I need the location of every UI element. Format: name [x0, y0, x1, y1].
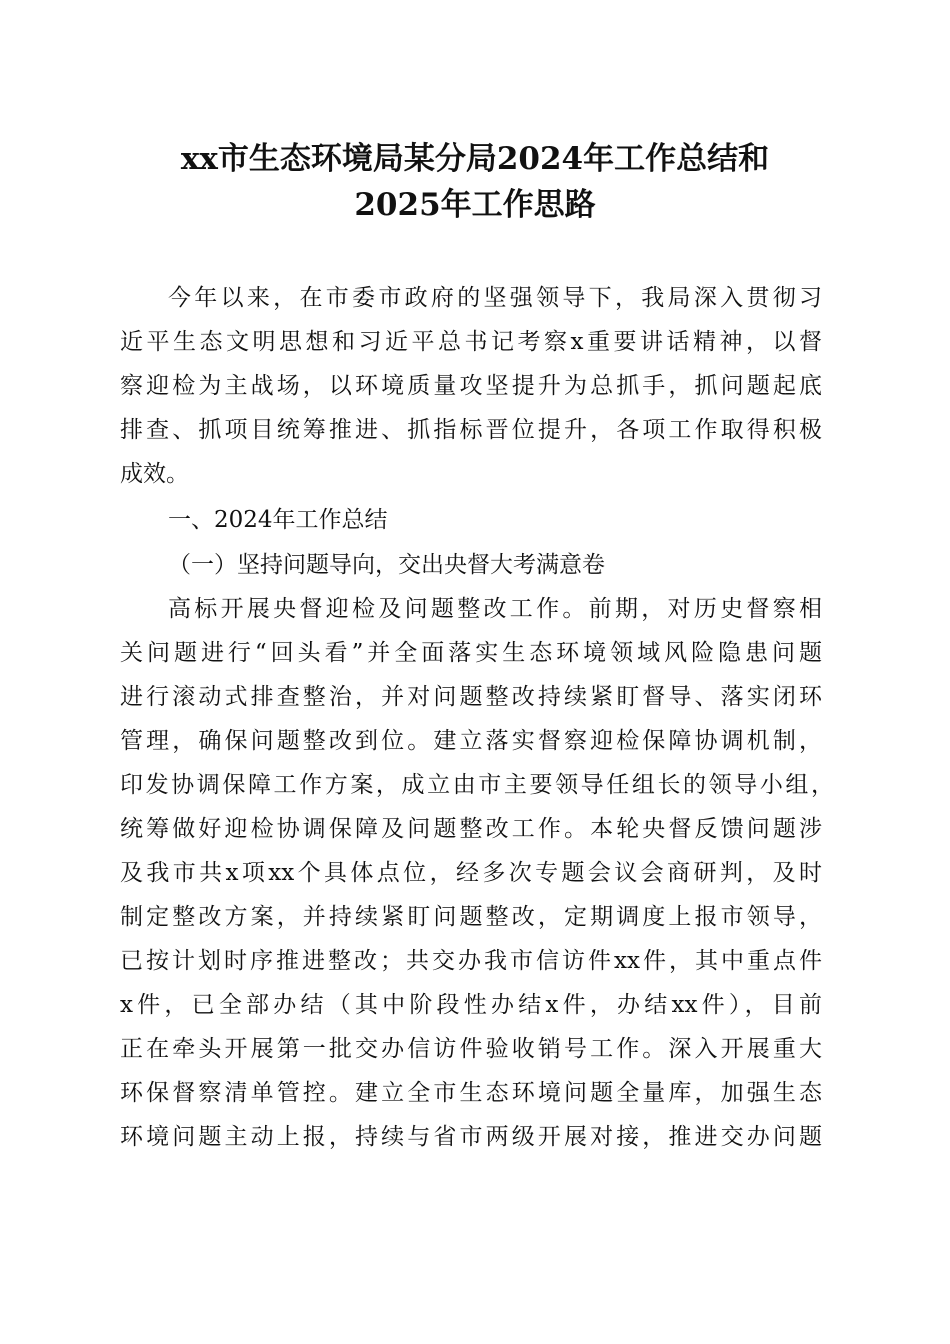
body-paragraph: [120, 587, 834, 1159]
text-line: 今年以来，在市委市政府的坚强领导下，我局深入贯彻习: [168, 285, 822, 311]
document-title-line-2: 2025年工作思路: [354, 187, 596, 223]
text-line: x件，已全部办结（其中阶段性办结x件，办结xx件），目前: [120, 992, 822, 1018]
text-line: 制定整改方案，并持续紧盯问题整改，定期调度上报市领导，: [120, 904, 822, 930]
document-title-line-1: xx市生态环境局某分局2024年工作总结和: [180, 141, 770, 177]
text-line: 印发协调保障工作方案，成立由市主要领导任组长的领导小组，: [120, 772, 834, 798]
text-line: 及我市共x项xx个具体点位，经多次专题会议会商研判，及时: [120, 860, 822, 886]
text-line: 环保督察清单管控。建立全市生态环境问题全量库，加强生态: [120, 1080, 822, 1106]
text-line: 关问题进行“回头看”并全面落实生态环境领域风险隐患问题: [120, 640, 822, 666]
text-line: 正在牵头开展第一批交办信访件验收销号工作。深入开展重大: [120, 1036, 822, 1062]
section-heading: 一、2024年工作总结: [168, 507, 388, 533]
text-line: 管理，确保问题整改到位。建立落实督察迎检保障协调机制，: [120, 728, 822, 754]
text-line: 高标开展央督迎检及问题整改工作。前期，对历史督察相: [168, 596, 822, 622]
text-line: 环境问题主动上报，持续与省市两级开展对接，推进交办问题: [120, 1124, 822, 1150]
text-line: 近平生态文明思想和习近平总书记考察x重要讲话精神，以督: [120, 329, 822, 355]
subsection-heading: （一）坚持问题导向，交出央督大考满意卷: [168, 552, 605, 578]
text-line: 察迎检为主战场，以环境质量攻坚提升为总抓手，抓问题起底: [120, 373, 822, 399]
intro-paragraph: [120, 276, 822, 496]
text-line: 成效。: [120, 461, 189, 487]
text-line: 统筹做好迎检协调保障及问题整改工作。本轮央督反馈问题涉: [120, 816, 822, 842]
text-line: 进行滚动式排查整治，并对问题整改持续紧盯督导、落实闭环: [120, 684, 822, 710]
text-line: 排查、抓项目统筹推进、抓指标晋位提升，各项工作取得积极: [120, 417, 822, 443]
text-line: 已按计划时序推进整改；共交办我市信访件xx件，其中重点件: [120, 948, 822, 974]
